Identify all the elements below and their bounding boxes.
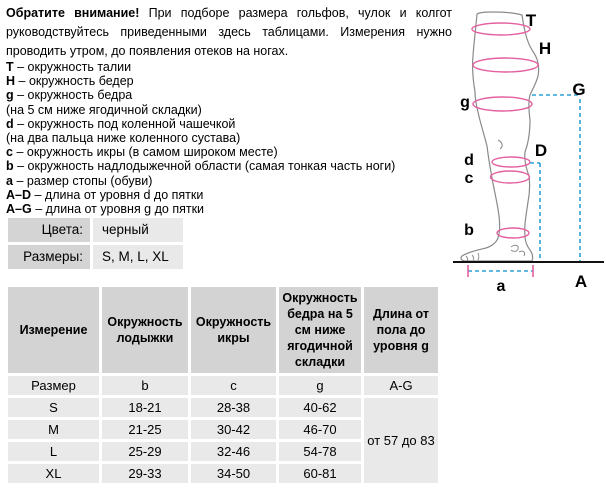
definition-d: d – окружность под коленной чашечкой bbox=[6, 116, 236, 131]
calf-ellipse-c bbox=[491, 171, 530, 183]
measurement-definitions bbox=[6, 60, 456, 216]
row-s-b: 18-21 bbox=[102, 398, 188, 417]
diagram-label-g: g bbox=[460, 94, 470, 111]
diagram-label-G: G bbox=[572, 80, 586, 99]
thigh-ellipse-g bbox=[473, 97, 532, 111]
diagram-label-D: D bbox=[534, 141, 548, 160]
size-chart-table bbox=[5, 284, 441, 486]
row-l-size: L bbox=[8, 442, 99, 461]
measure-b: b bbox=[102, 376, 188, 395]
diagram-label-H: H bbox=[538, 39, 552, 58]
diagram-label-A: A bbox=[574, 272, 588, 291]
ankle-ellipse-b bbox=[497, 228, 529, 238]
row-s-c: 28-38 bbox=[191, 398, 276, 417]
row-m-b: 21-25 bbox=[102, 420, 188, 439]
notice-line-3: проводить утром, до появления отеков на ногах. bbox=[6, 43, 289, 58]
diagram-label-c: c bbox=[464, 170, 474, 187]
definition-g-note: (на 5 см ниже ягодичной складки) bbox=[6, 102, 202, 117]
definition-AD: A–D – длина от уровня d до пятки bbox=[6, 187, 204, 202]
header-length: Длина от пола до уровня g bbox=[364, 287, 438, 373]
diagram-label-b: b bbox=[464, 222, 474, 239]
diagram-label-T: T bbox=[525, 11, 537, 30]
header-calf: Окружность икры bbox=[191, 287, 276, 373]
header-measurement: Измерение bbox=[8, 287, 99, 373]
row-m-c: 30-42 bbox=[191, 420, 276, 439]
header-ankle: Окружность лодыжки bbox=[102, 287, 188, 373]
attr-row-colors bbox=[8, 218, 183, 242]
row-m-size: M bbox=[8, 420, 99, 439]
table-row bbox=[8, 398, 438, 417]
ankle-detail bbox=[511, 245, 525, 256]
definition-d-note: (на два пальца ниже коленного сустава) bbox=[6, 131, 241, 146]
definition-g: g – окружность бедра bbox=[6, 88, 133, 103]
below-knee-ellipse-d bbox=[492, 157, 530, 167]
measure-g: g bbox=[279, 376, 361, 395]
definition-c: c – окружность икры (в самом широком месте) bbox=[6, 145, 278, 160]
measure-ag: A-G bbox=[364, 376, 438, 395]
colors-label: Цвета: bbox=[8, 218, 90, 242]
diagram-label-a: a bbox=[496, 278, 506, 295]
sizes-value: S, M, L, XL bbox=[93, 245, 183, 269]
row-xl-c: 34-50 bbox=[191, 464, 276, 483]
row-l-c: 32-46 bbox=[191, 442, 276, 461]
definition-H: H – окружность бедер bbox=[6, 74, 134, 89]
row-s-g: 40-62 bbox=[279, 398, 361, 417]
colors-value: черный bbox=[93, 218, 183, 242]
notice-line-1 bbox=[6, 4, 452, 23]
leg-measurement-diagram-icon bbox=[440, 0, 606, 300]
header-hip: Окружность бедра на 5 см ниже ягодичной складки bbox=[279, 287, 361, 373]
notice-line-2: руководствуйтесь приведенными здесь таблицами. Измерения нужно bbox=[6, 24, 452, 39]
row-xl-b: 29-33 bbox=[102, 464, 188, 483]
measure-letter-row bbox=[8, 376, 438, 395]
notice-paragraph bbox=[6, 4, 452, 60]
waist-ellipse-T bbox=[472, 23, 530, 35]
row-xl-size: XL bbox=[8, 464, 99, 483]
toe-detail bbox=[466, 253, 479, 261]
hips-ellipse-H bbox=[473, 58, 538, 72]
merged-length-cell: от 57 до 83 bbox=[364, 398, 438, 483]
notice-bold: Обратите внимание! bbox=[6, 6, 140, 20]
row-xl-g: 60-81 bbox=[279, 464, 361, 483]
definition-AG: A–G – длина от уровня g до пятки bbox=[6, 202, 205, 217]
row-s-size: S bbox=[8, 398, 99, 417]
attributes-block bbox=[8, 218, 183, 272]
knee-crease bbox=[498, 140, 502, 149]
size-table-header-row bbox=[8, 287, 438, 373]
attr-row-sizes bbox=[8, 245, 183, 269]
row-l-b: 25-29 bbox=[102, 442, 188, 461]
notice-line-1-rest: При подборе размера гольфов, чулок и колгот bbox=[148, 6, 453, 20]
definition-T: T – окружность талии bbox=[6, 60, 132, 74]
row-m-g: 46-70 bbox=[279, 420, 361, 439]
row-l-g: 54-78 bbox=[279, 442, 361, 461]
definition-b: b – окружность надлодыжечной области (самая тонкая часть ноги) bbox=[6, 159, 396, 174]
sizes-label: Размеры: bbox=[8, 245, 90, 269]
measure-size: Размер bbox=[8, 376, 99, 395]
definition-a: a – размер стопы (обуви) bbox=[6, 173, 153, 188]
measure-c: c bbox=[191, 376, 276, 395]
diagram-label-d: d bbox=[464, 152, 474, 169]
